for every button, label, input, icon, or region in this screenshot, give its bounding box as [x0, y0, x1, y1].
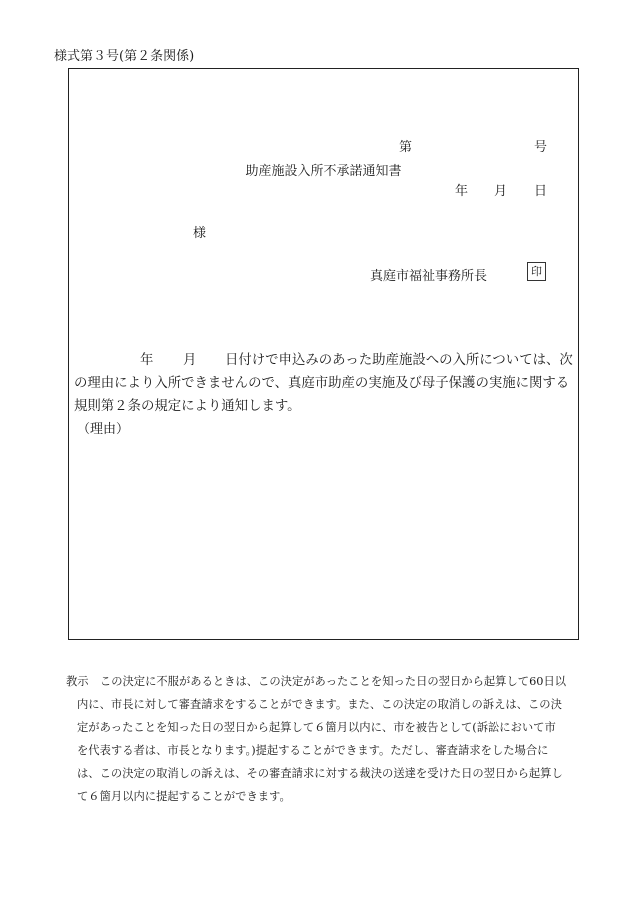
date-day-label: 日	[534, 184, 548, 199]
date-year-label: 年	[455, 184, 469, 199]
addressee-honorific: 様	[193, 226, 207, 241]
body-line-1-text: 日付けで申込みのあった助産施設への入所については、次	[225, 353, 573, 368]
body-line-2: の理由により入所できませんので、真庭市助産の実施及び母子保護の実施に関する	[74, 376, 570, 391]
notice-line: て６箇月以内に提起することができます。	[77, 790, 291, 803]
notice-line: を代表する者は、市長となります。)提起することができます。ただし、審査請求をした場合に	[77, 744, 549, 757]
notice-line: 教示 この決定に不服があるときは、この決定があったことを知った日の翌日から起算して60日以	[66, 675, 567, 688]
notice-line: は、この決定の取消しの訴えは、その審査請求に対する裁決の送達を受けた日の翌日から起算し	[77, 767, 563, 780]
seal-mark: 印	[527, 262, 546, 281]
body-month-label: 月	[183, 353, 197, 368]
body-line-3: 規則第２条の規定により通知します。	[74, 399, 301, 414]
document-number-prefix: 第	[399, 140, 413, 155]
date-month-label: 月	[494, 184, 508, 199]
notice-line: 定があったことを知った日の翌日から起算して６箇月以内に、市を被告として(訴訟において市	[77, 721, 556, 734]
form-number-label: 様式第３号(第２条関係)	[54, 49, 195, 64]
reason-label: （理由）	[77, 422, 130, 437]
issuer-name: 真庭市福祉事務所長	[370, 269, 488, 284]
document-number-suffix: 号	[534, 140, 548, 155]
document-title: 助産施設入所不承諾通知書	[245, 164, 402, 179]
notice-line: 内に、市長に対して審査請求をすることができます。また、この決定の取消しの訴えは、この決	[77, 698, 562, 711]
body-year-label: 年	[140, 353, 154, 368]
